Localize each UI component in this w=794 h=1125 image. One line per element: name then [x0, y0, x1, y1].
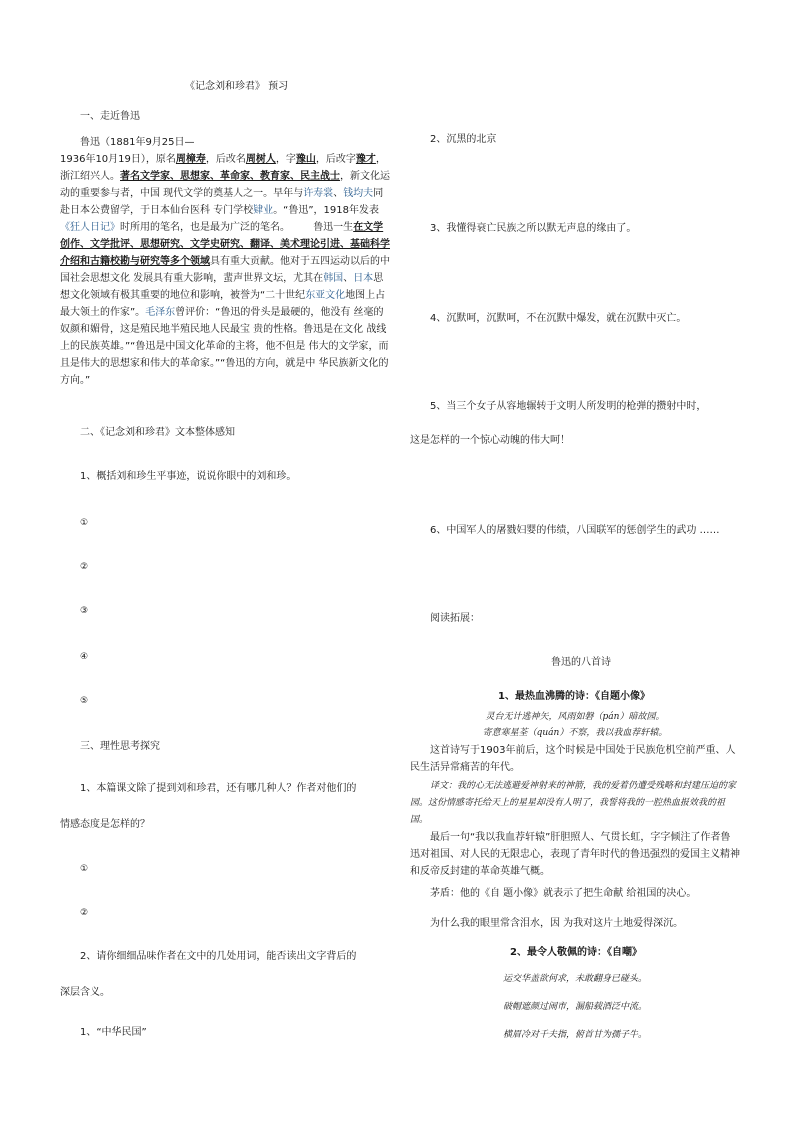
question-1: 1、概括刘和珍生平事迹，说说你眼中的刘和珍。 — [80, 471, 297, 482]
reading-extension-label: 阅读拓展： — [430, 613, 480, 624]
answer-marker: ① — [80, 864, 89, 874]
poem-2-line-3: 横眉冷对千夫指，俯首甘为孺子牛。 — [502, 1030, 647, 1040]
link-school[interactable]: 肄业 — [253, 205, 274, 216]
section-heading-2: 二、《记念刘和珍君》文本整体感知 — [80, 427, 235, 438]
section-heading-1: 一、走近鲁迅 — [80, 111, 140, 122]
word-item-5-cont: 这是怎样的一个惊心动魄的伟大呵！ — [410, 435, 570, 446]
question-3-2-cont: 深层含义。 — [60, 987, 110, 998]
answer-marker: ⑤ — [80, 696, 89, 706]
poem-1-line-1: 灵台无计逃神矢，风雨如磐（pán）暗故园。 — [485, 712, 665, 722]
question-3-2-item-1: 1、“中华民国” — [80, 1027, 147, 1038]
poem-1-title: 1、最热血沸腾的诗：《自题小像》 — [498, 691, 650, 702]
poem-2-line-1: 运交华盖欲何求，未敢翻身已碰头。 — [502, 974, 647, 984]
word-item-5: 5、当三个女子从容地辗转于文明人所发明的枪弹的攒射中时， — [430, 401, 707, 412]
answer-marker: ③ — [80, 606, 89, 616]
bio-paragraph: 鲁迅（1881年9月25日— 1936年10月19日），原名周樟寿，后改名周树人，字豫山，后改字豫才，浙江绍兴人。著名文学家、思想家、革命家、教育家、民主战士，新文化运动的重要参与者，中国 现代文学的奠基人之一。早年与许寿裳、钱均夫同赴日本公费留学，于日本仙台医科 专门学校肄业。“鲁迅”，1918年发表《狂人日记》时所用的笔名，也是最为广泛的笔名。 鲁迅一生在文学创作、文学批评、思想研究、文学史研究、翻译、美术理论引进、基础科学介绍和古籍校勘与研究等多个领域具有重大贡献。他对于五四运动以后的中国社会思想文化 发展具有重大影响，蜚声世界文坛，尤其在韩国、日本思想文化领域有极其重要的地位和影响，被誉为“二十世纪东亚文化地图上占最大领土的作家”。毛泽东曾评价：“鲁迅的骨头是最硬的，他没有 丝毫的奴颜和媚骨，这是殖民地半殖民地人民最宝 贵的性格。鲁迅是在文化 战线上的民族英雄。”“鲁迅是中国文化革命的主将，他不但是 伟大的文学家，而且是伟大的思想家和伟大的革命家。”“鲁迅的方向，就是中 华民族新文化的方向。” — [60, 137, 390, 386]
poem-1-note: 这首诗写于1903年前后，这个时候是中国处于民族危机空前严重、人民生活异常痛苦的年代。 — [410, 745, 736, 773]
answer-marker: ① — [80, 518, 89, 528]
poem-1-comment: 最后一句“我以我血荐轩辕”肝胆照人、气贯长虹，字字倾注了作者鲁迅对祖国、对人民的无限忠心，表现了青年时代的鲁迅强烈的爱国主义精神和反帝反封建的革命英雄气概。 — [410, 832, 740, 877]
link-korea[interactable]: 韩国 — [323, 273, 344, 284]
link-qian[interactable]: 钱均夫 — [343, 188, 374, 199]
link-mao[interactable]: 毛泽东 — [145, 307, 176, 318]
link-diary[interactable]: 《狂人日记》 — [60, 222, 120, 233]
question-3-2: 2、请你细细品味作者在文中的几处用词，能否读出文字背后的 — [80, 951, 357, 962]
poem-2-title: 2、最令人敬佩的诗：《自嘲》 — [510, 947, 642, 958]
answer-marker: ④ — [80, 652, 89, 662]
answer-marker: ② — [80, 908, 89, 918]
link-japan[interactable]: 日本 — [353, 273, 374, 284]
maodun-comment: 茅盾：他的《自 题小像》就表示了把生命献 给祖国的决心。 — [430, 888, 697, 899]
section-heading-3: 三、理性思考探究 — [80, 741, 160, 752]
page-title: 《记念刘和珍君》 预习 — [185, 81, 289, 92]
poems-title: 鲁迅的八首诗 — [551, 657, 611, 668]
link-xu[interactable]: 许寿裳 — [303, 188, 334, 199]
question-3-1-cont: 情感态度是怎样的？ — [60, 819, 150, 830]
answer-marker: ② — [80, 562, 89, 572]
quote-why: 为什么我的眼里常含泪水，因 为我对这片土地爱得深沉。 — [430, 918, 684, 929]
poem-2-line-2: 破帽遮颜过闹市，漏船载酒泛中流。 — [502, 1002, 647, 1012]
poem-1-translation: 译文：我的心无法逃避爱神射来的神箭，我的爱着仍遭受残略和封建压迫的家园。这份情感寄托给天上的星星却没有人明了，我誓将我的一腔热血报效我的祖国。 — [410, 781, 737, 825]
word-item-4: 4、沉默呵，沉默呵，不在沉默中爆发，就在沉默中灭亡。 — [430, 313, 687, 324]
word-item-6: 6、中国军人的屠戮妇婴的伟绩，八国联军的惩创学生的武功 …… — [430, 525, 720, 536]
question-3-1: 1、本篇课文除了提到刘和珍君，还有哪几种人？作者对他们的 — [80, 783, 357, 794]
word-item-3: 3、我懂得衰亡民族之所以默无声息的缘由了。 — [430, 223, 637, 234]
link-east-asia[interactable]: 东亚文化 — [305, 290, 346, 301]
word-item-2: 2、沉黑的北京 — [430, 134, 497, 145]
poem-1-line-2: 寄意寒星荃（quán）不察，我以我血荐轩辕。 — [482, 728, 668, 738]
